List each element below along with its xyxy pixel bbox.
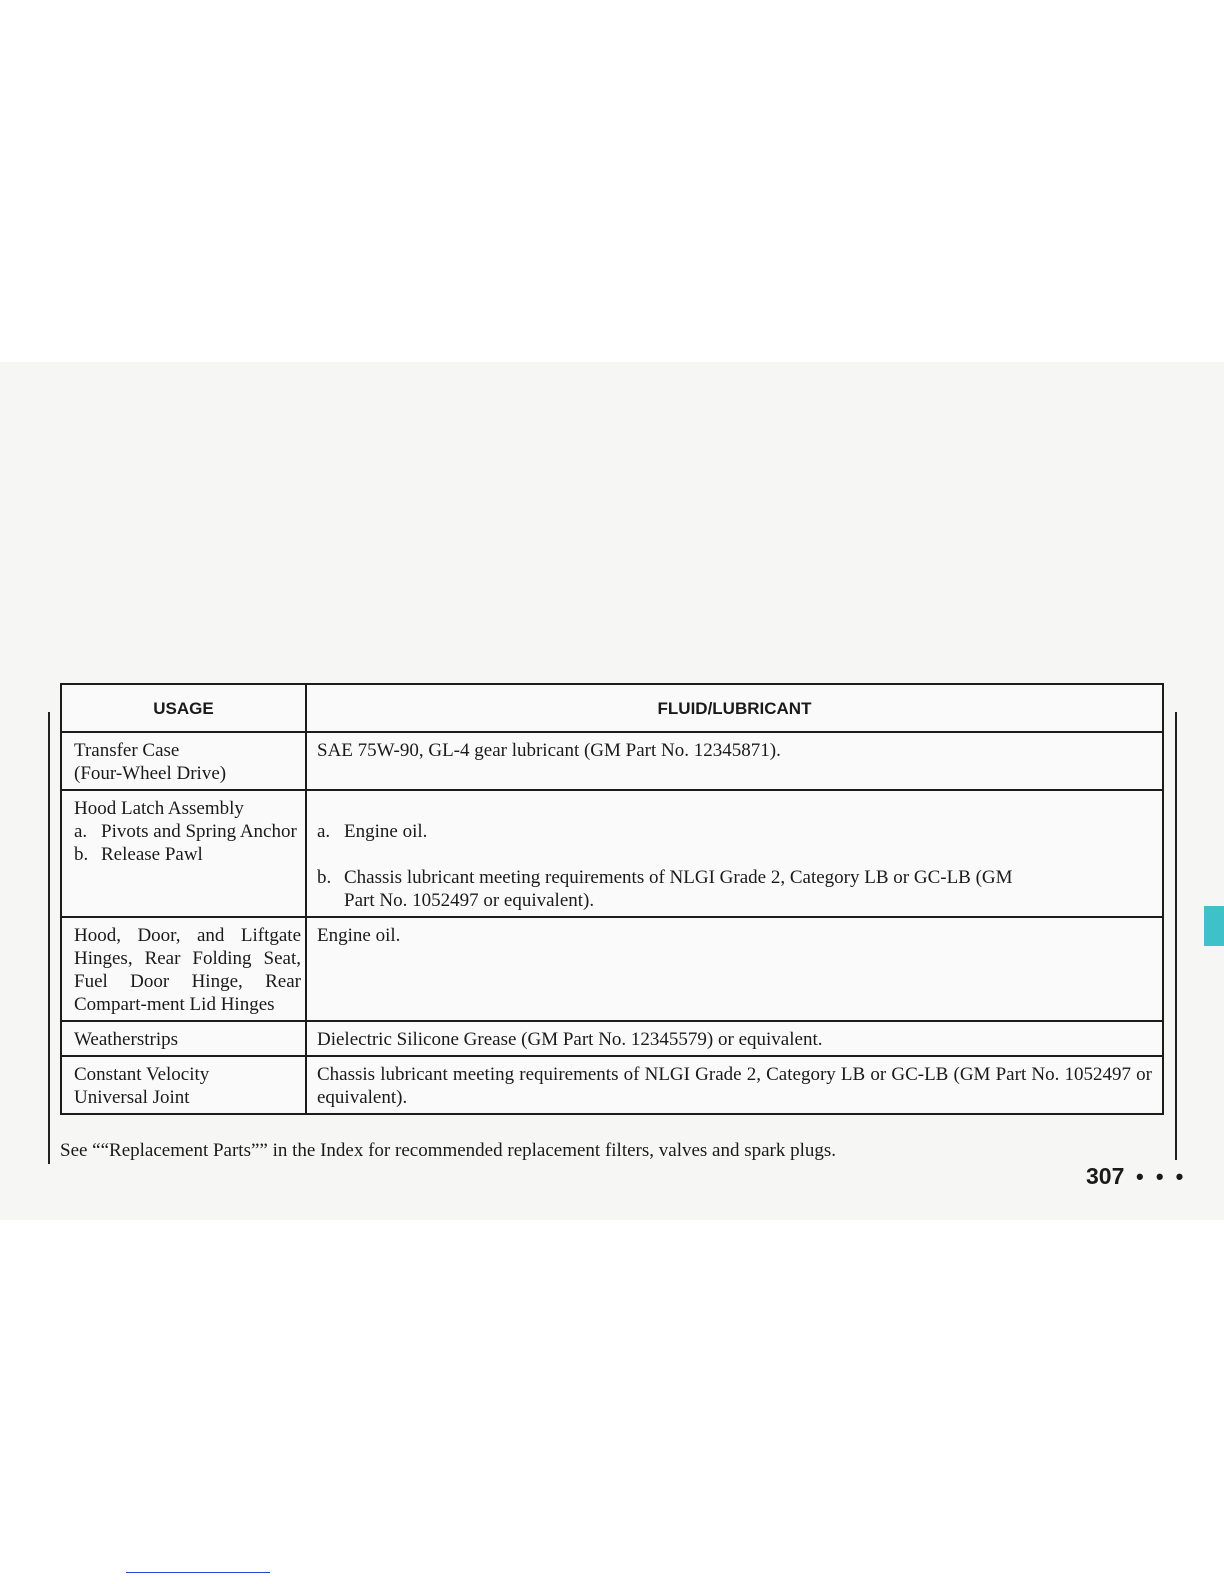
list-marker: b. (74, 844, 89, 865)
usage-line: Constant Velocity (74, 1064, 210, 1085)
fluid-cell: Engine oil. (306, 917, 1163, 1021)
fluid-list-item (317, 866, 1152, 912)
table-row (61, 917, 1163, 1021)
table-header-row (61, 684, 1163, 732)
usage-list-item (74, 820, 301, 843)
page-dots: • • • (1136, 1164, 1187, 1189)
fluid-cell: Chassis lubricant meeting requirements of NLGI Grade 2, Category LB or GC-LB (GM Part No. 1052497 or equivalent). (306, 1056, 1163, 1114)
usage-cell: Weatherstrips (61, 1021, 306, 1056)
usage-line: Transfer Case (74, 740, 180, 761)
bottom-rule (126, 1572, 270, 1573)
left-margin-rule (48, 712, 50, 1164)
list-marker: a. (74, 821, 88, 842)
table-row (61, 790, 1163, 917)
fluid-column-header: FLUID/LUBRICANT (306, 684, 1163, 732)
table-row (61, 732, 1163, 790)
fluid-cell: Dielectric Silicone Grease (GM Part No. 12345579) or equivalent. (306, 1021, 1163, 1056)
page-number: 307 (1086, 1163, 1125, 1189)
table-row (61, 1056, 1163, 1114)
usage-title: Hood Latch Assembly (74, 798, 244, 819)
usage-cell (61, 1056, 306, 1114)
table-row (61, 1021, 1163, 1056)
list-text: Chassis lubricant meeting requirements of NLGI Grade 2, Category LB or GC-LB (GM Part No. 1052497 or equivalent). (344, 867, 1013, 911)
section-tab-marker (1204, 906, 1224, 946)
lubricant-table (60, 683, 1164, 1115)
usage-cell (61, 732, 306, 790)
fluid-cell: SAE 75W-90, GL-4 gear lubricant (GM Part No. 12345871). (306, 732, 1163, 790)
list-marker: b. (317, 867, 332, 888)
usage-cell (61, 790, 306, 917)
usage-column-header: USAGE (61, 684, 306, 732)
fluid-cell (306, 790, 1163, 917)
list-text: Release Pawl (101, 844, 203, 865)
usage-line: Universal Joint (74, 1087, 190, 1108)
footnote: See ““Replacement Parts”” in the Index for recommended replacement filters, valves and spark plugs. (60, 1140, 837, 1161)
list-text: Pivots and Spring Anchor (101, 821, 297, 842)
fluid-list-item (317, 820, 1152, 843)
usage-list-item (74, 843, 301, 866)
usage-line: (Four-Wheel Drive) (74, 763, 227, 784)
list-marker: a. (317, 821, 331, 842)
right-margin-rule (1175, 712, 1177, 1160)
usage-cell: Hood, Door, and Liftgate Hinges, Rear Folding Seat, Fuel Door Hinge, Rear Compart-ment Lid Hinges (61, 917, 306, 1021)
list-text: Engine oil. (344, 821, 428, 842)
